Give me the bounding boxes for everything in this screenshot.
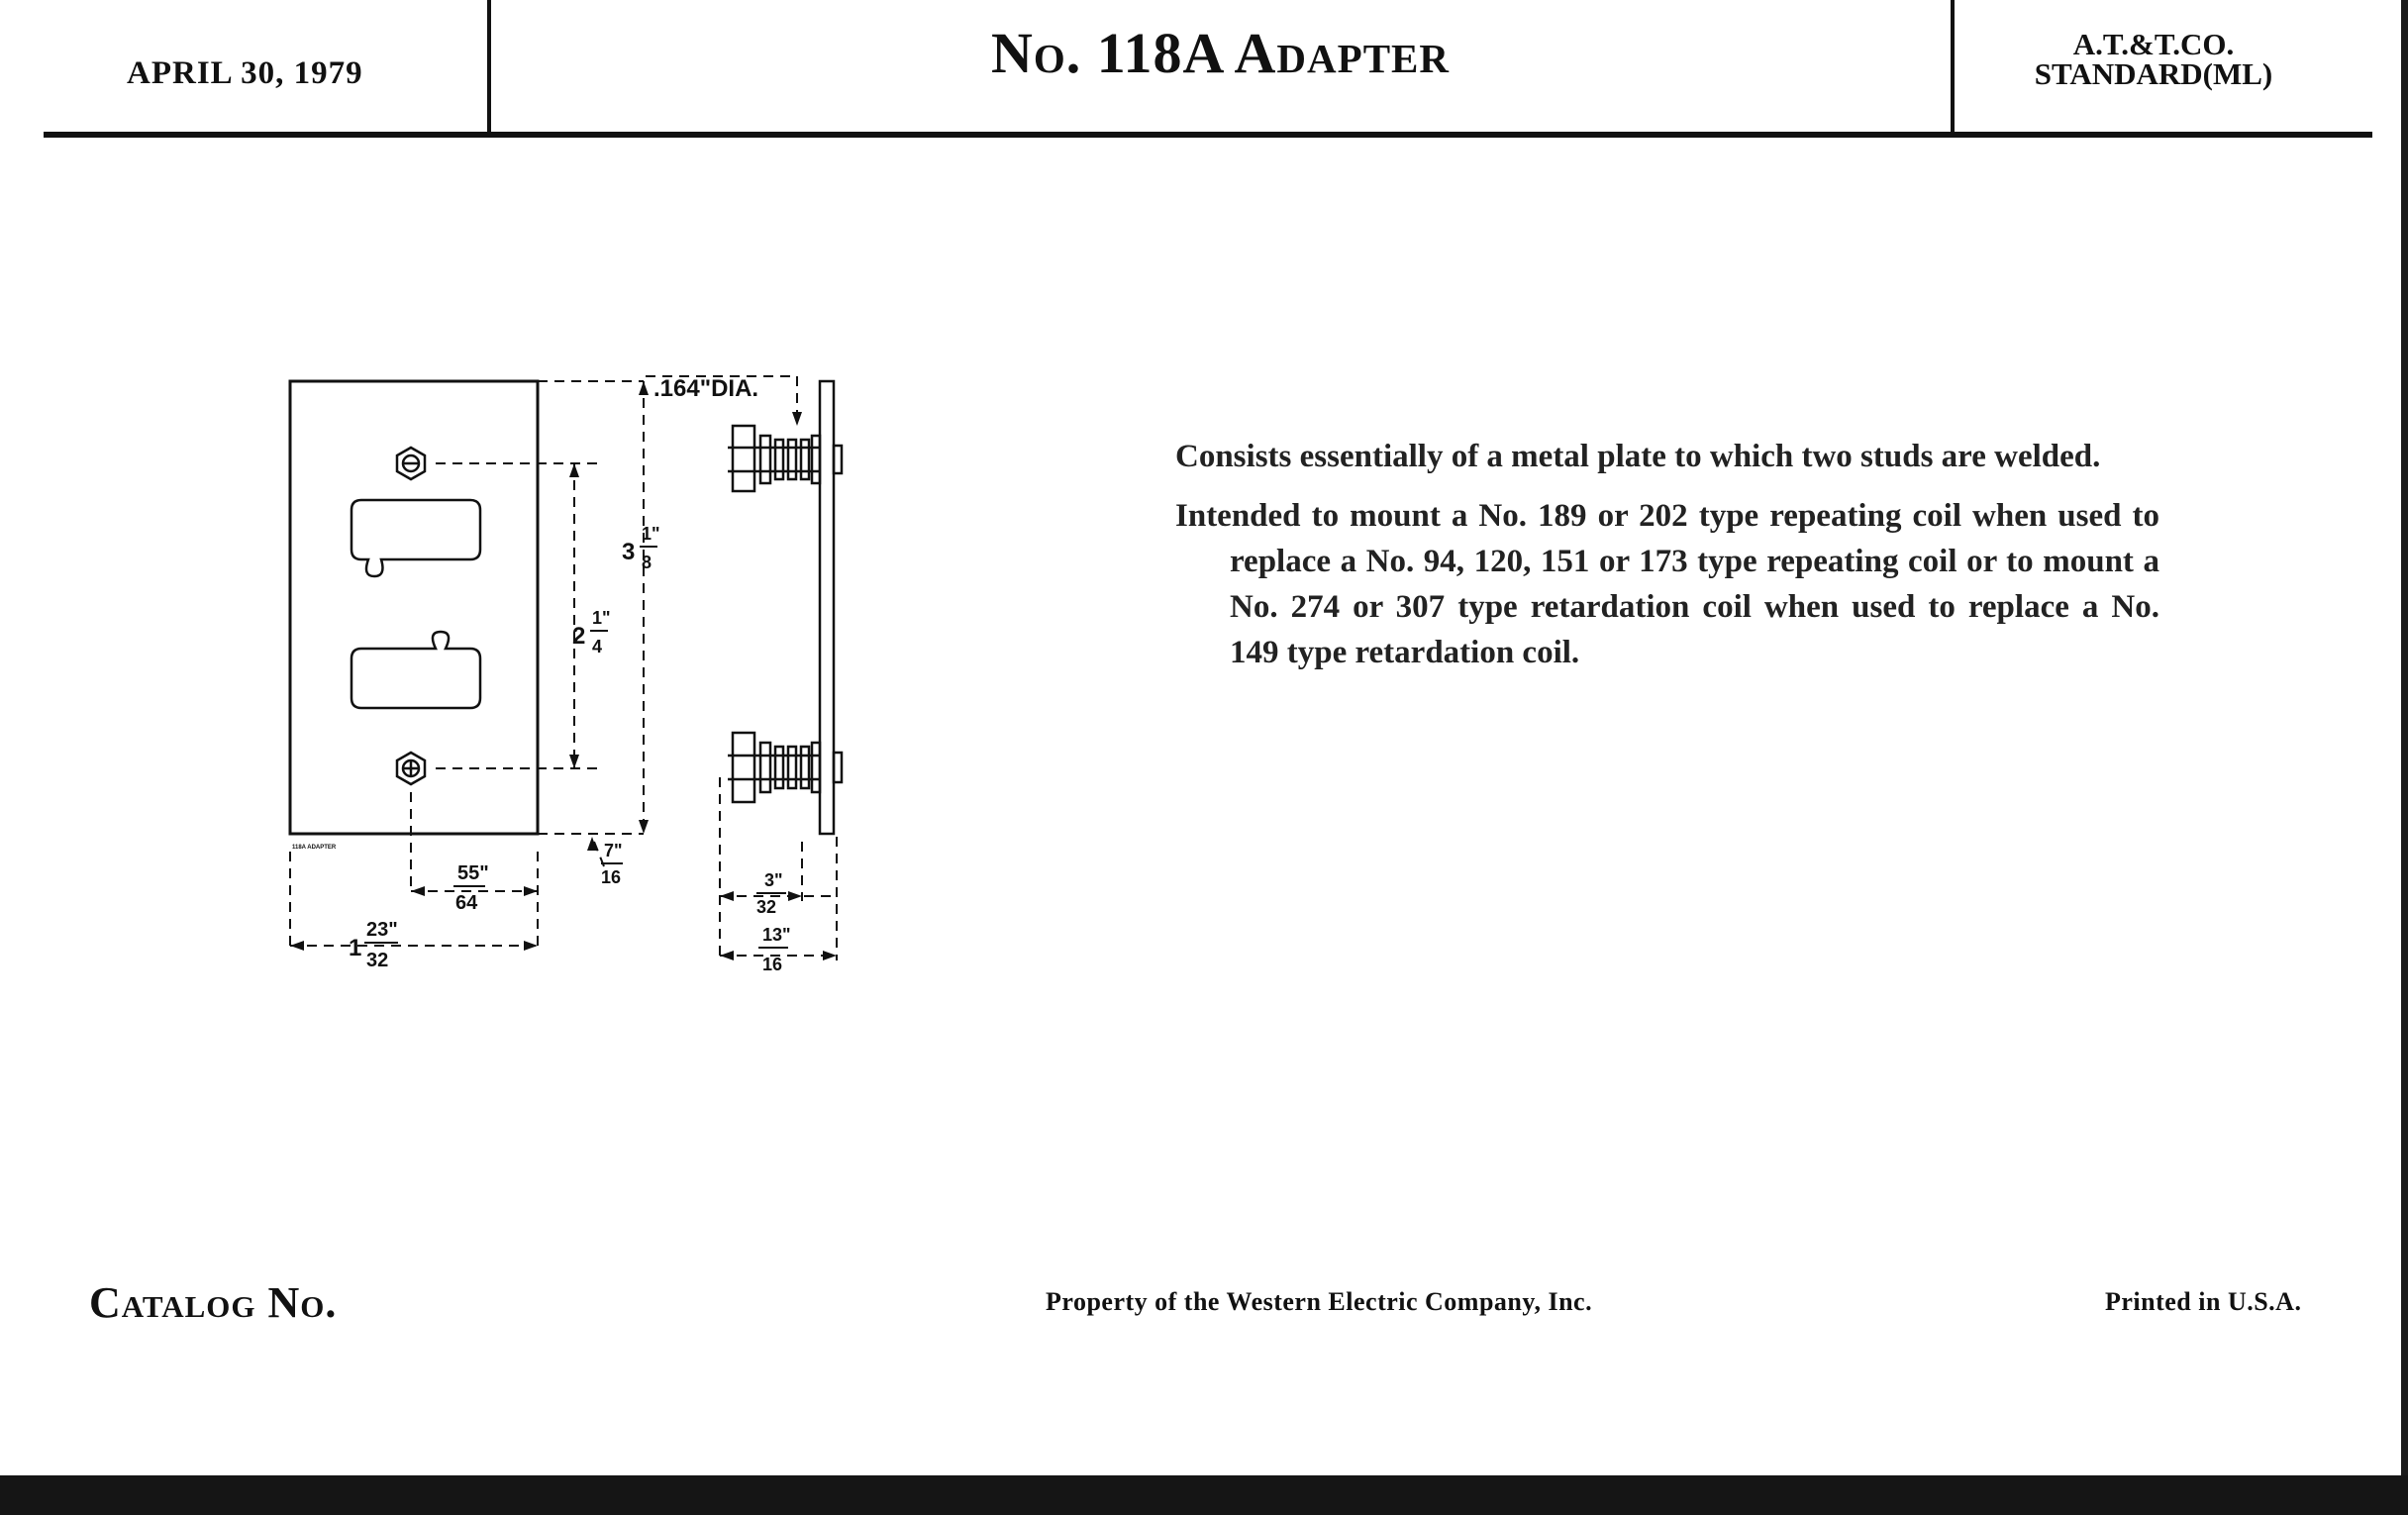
standard-line-1: A.T.&T.CO. xyxy=(2072,27,2235,61)
plate-marking: 118A ADAPTER xyxy=(292,845,337,851)
scan-edge-bottom xyxy=(0,1475,2408,1515)
height-den: 8 xyxy=(642,553,652,572)
lower-slot xyxy=(351,632,480,708)
standard-label xyxy=(1956,27,2352,91)
height-whole: 3 xyxy=(622,539,636,565)
bottom-num: 7" xyxy=(604,841,623,860)
page-title: No. 118A Adapter xyxy=(990,21,1450,85)
width-den: 32 xyxy=(366,950,389,971)
offset-den: 64 xyxy=(455,892,478,914)
header-divider-right xyxy=(1951,0,1955,133)
height-num: 1" xyxy=(642,524,660,544)
printed-notice: Printed in U.S.A. xyxy=(2105,1287,2302,1316)
bottom-den: 16 xyxy=(601,867,622,887)
property-notice: Property of the Western Electric Company, Inc. xyxy=(1046,1287,1593,1316)
scan-edge-right xyxy=(2401,0,2408,1515)
description xyxy=(1175,434,2159,689)
side-plate xyxy=(820,381,834,834)
spacing-num: 1" xyxy=(592,608,611,628)
spacing-whole: 2 xyxy=(572,623,586,650)
width-whole: 1 xyxy=(349,935,362,961)
issue-date: APRIL 30, 1979 xyxy=(127,55,363,91)
depth-den: 16 xyxy=(762,955,783,974)
hole-diameter-label: .164"DIA. xyxy=(653,375,759,402)
standard-line-2: STANDARD(ML) xyxy=(2034,56,2273,91)
spacing-den: 4 xyxy=(592,637,603,656)
depth-num: 13" xyxy=(762,925,791,945)
width-num: 23" xyxy=(366,919,398,941)
thickness-num: 3" xyxy=(764,870,783,890)
header-rule xyxy=(44,132,2372,138)
description-paragraph-1: Consists essentially of a metal plate to which two studs are welded. xyxy=(1175,439,2101,474)
upper-slot xyxy=(351,500,480,576)
technical-drawing xyxy=(277,317,871,990)
top-stud-nut xyxy=(733,426,754,491)
description-paragraph-2: Intended to mount a No. 189 or 202 type repeating coil when used to replace a No. 94, 120, 151 or 173 type repeating coil or to mount a No. 274 or 307 type retardation coil when used to replace a No. 149 type retardation coil. xyxy=(1175,498,2159,670)
thickness-den: 32 xyxy=(756,897,777,917)
offset-num: 55" xyxy=(457,862,489,884)
catalog-number-label: Catalog No. xyxy=(89,1278,338,1327)
bottom-stud-nut xyxy=(733,733,754,802)
